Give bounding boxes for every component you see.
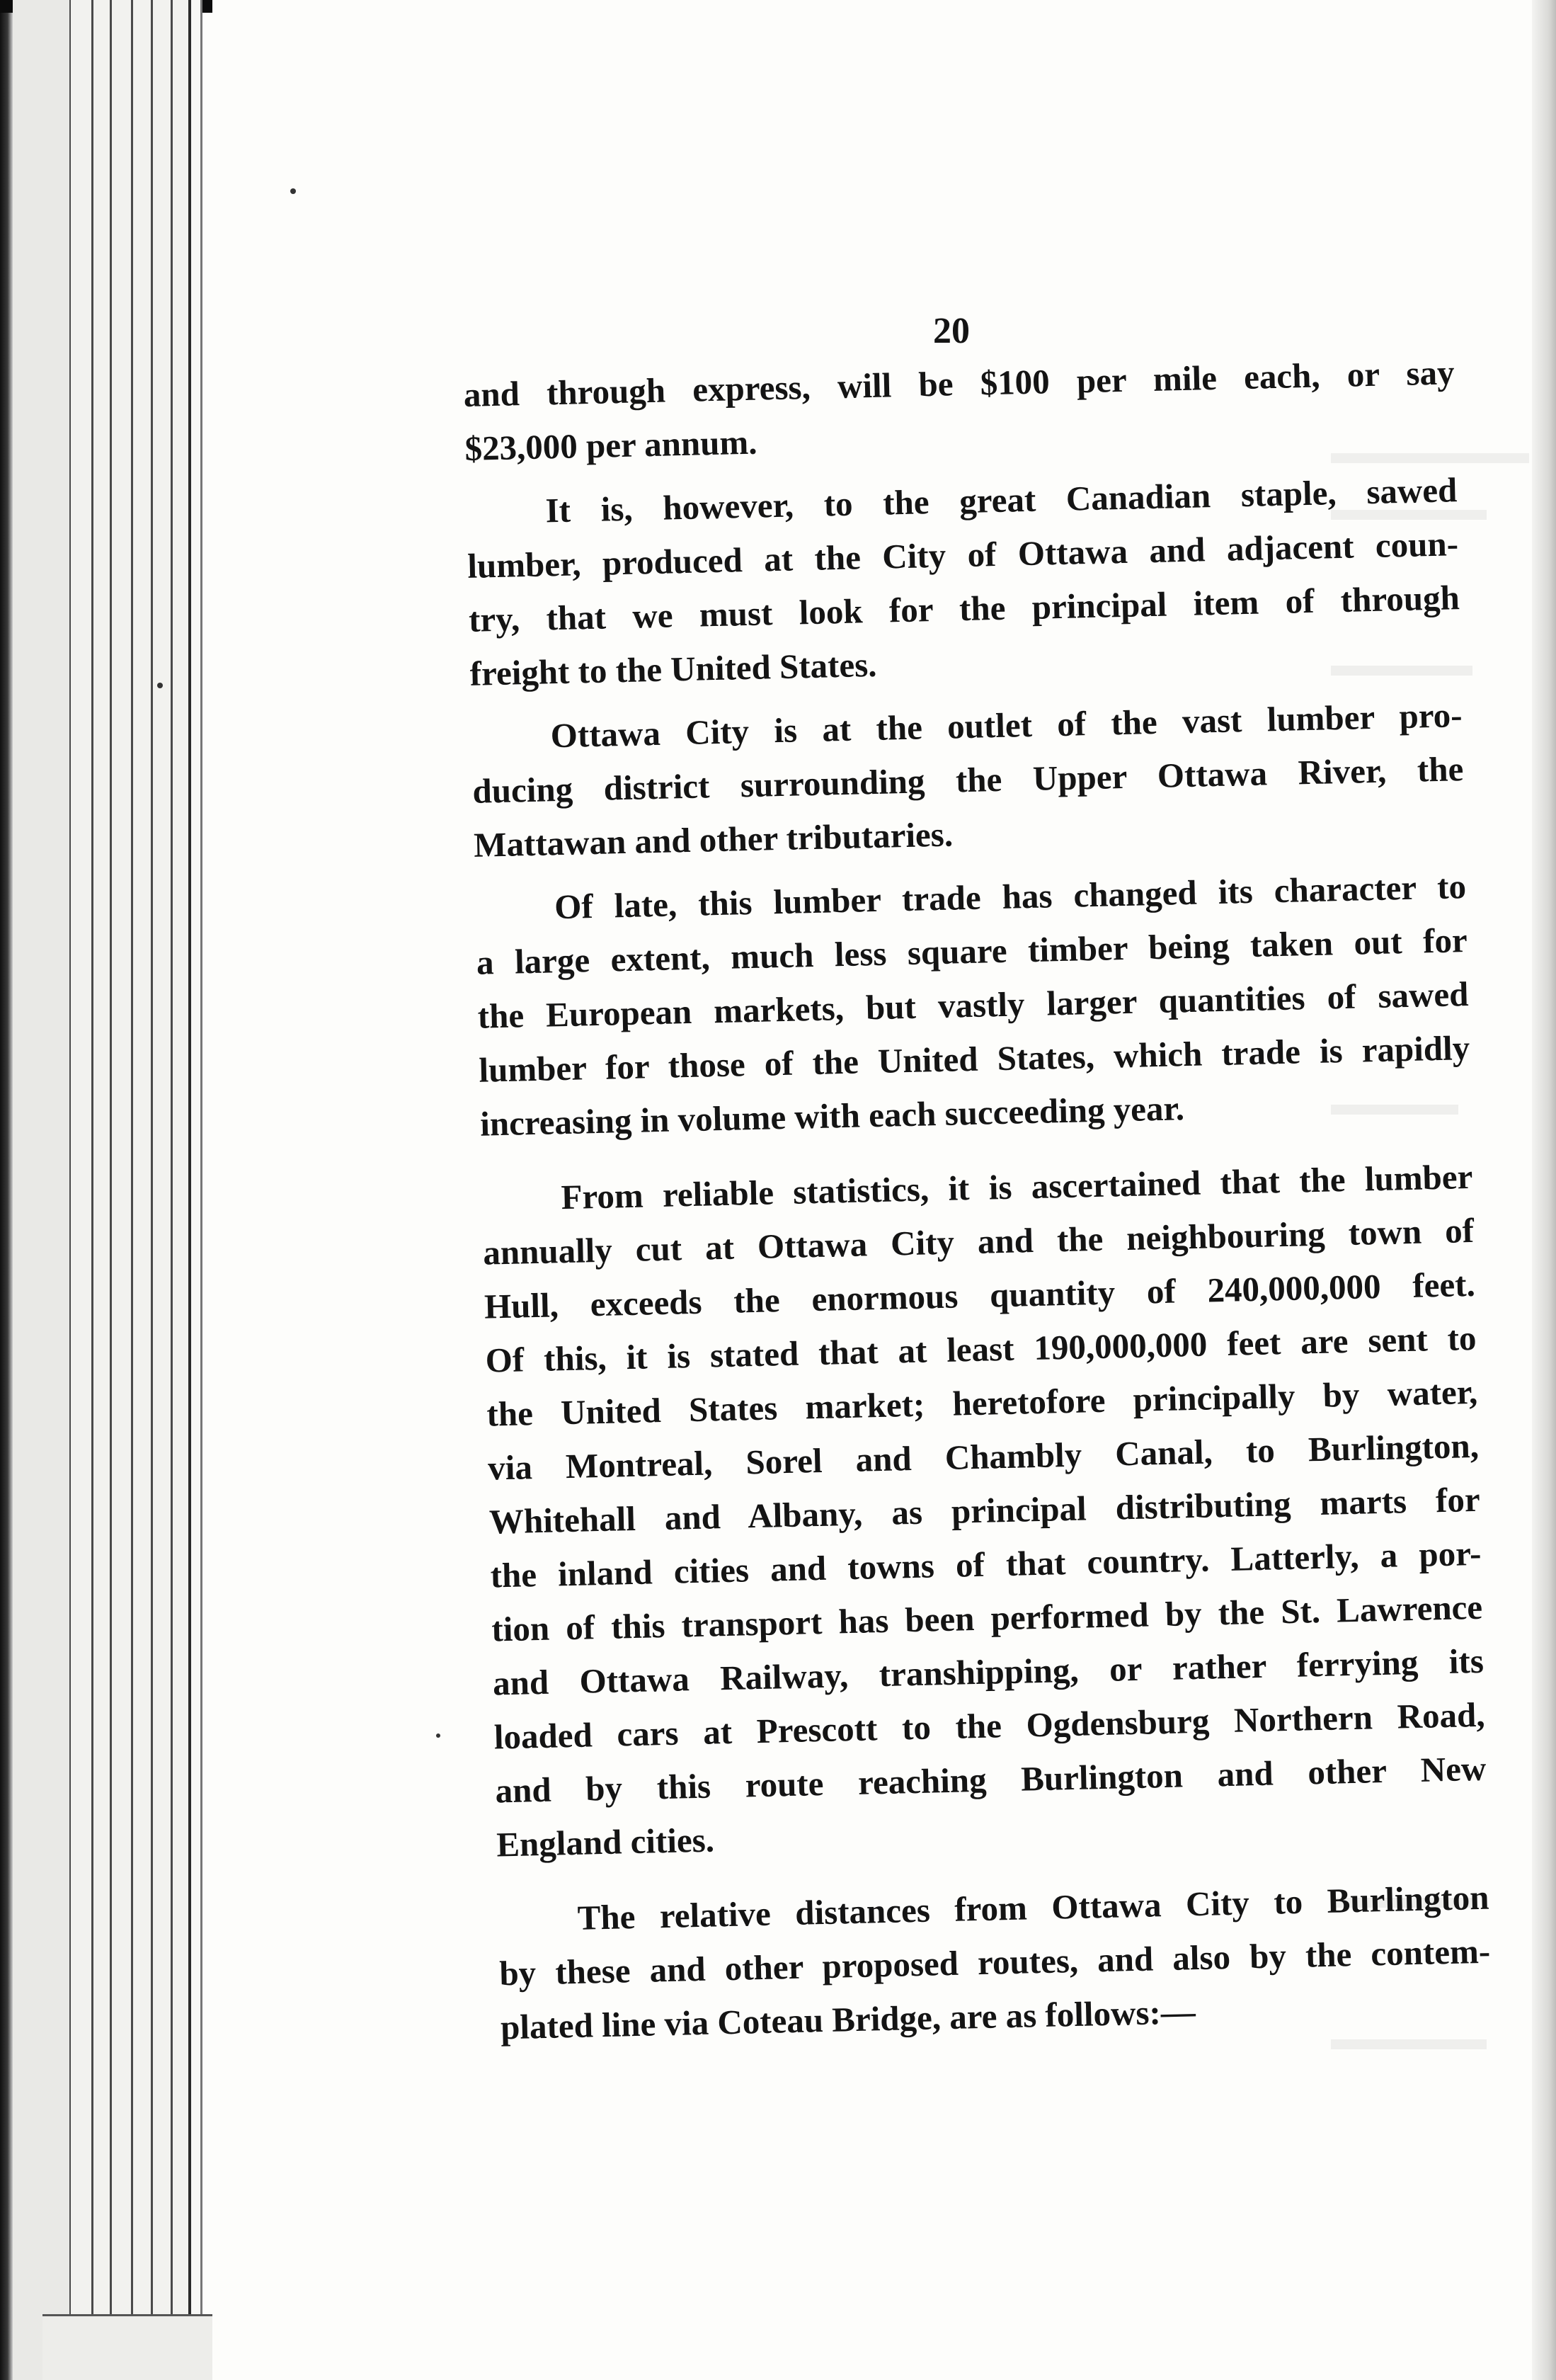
paragraph xyxy=(474,860,1471,1151)
paragraph xyxy=(498,1871,1492,2055)
page-edge xyxy=(173,0,191,2380)
text-line: annually cut at Ottawa City and the neighbouring town of xyxy=(482,1210,1475,1272)
text-line: lumber for those of the United States, which trade is rapidly xyxy=(478,1027,1470,1090)
ink-speck xyxy=(157,683,163,688)
page-edge-base xyxy=(42,2314,212,2380)
text-line: and through express, will be $100 per mile each, or say xyxy=(463,353,1455,414)
paragraph xyxy=(471,688,1465,872)
text-line: and Ottawa Railway, transhipping, or rather ferrying its xyxy=(492,1641,1485,1703)
text-line: the inland cities and towns of that country. Latterly, a por- xyxy=(490,1533,1482,1595)
text-line: Ottawa City is at the outlet of the vast lumber pro- xyxy=(550,695,1463,756)
text-line: England cities. xyxy=(496,1820,715,1864)
scan-border-left xyxy=(0,0,13,2380)
paragraph xyxy=(466,463,1462,701)
text-line: From reliable statistics, it is ascertained that the lumber xyxy=(560,1156,1473,1217)
text-line: ducing district surrounding the Upper Ottawa River, the xyxy=(471,749,1464,811)
page-edge xyxy=(13,0,71,2380)
page-edge xyxy=(71,0,93,2380)
text-line: plated line via Coteau Bridge, are as follows:— xyxy=(500,1992,1196,2047)
text-line: a large extent, much less square timber being taken out for xyxy=(476,921,1468,982)
text-line: Mattawan and other tributaries. xyxy=(473,814,954,865)
text-line: The relative distances from Ottawa City to Burlington xyxy=(577,1877,1489,1937)
page-number: 20 xyxy=(933,311,970,351)
text-line: Of this, it is stated that at least 190,000,000 feet are sent to xyxy=(485,1318,1477,1380)
text-line: the European markets, but vastly larger quantities of sawed xyxy=(477,974,1470,1036)
text-line: freight to the United States. xyxy=(469,644,878,693)
page-edge xyxy=(153,0,173,2380)
text-line: lumber, produced at the City of Ottawa and adjacent coun- xyxy=(467,524,1459,586)
ink-speck xyxy=(436,1733,440,1738)
page-edge xyxy=(93,0,112,2380)
text-line: try, that we must look for the principal item of through xyxy=(468,578,1460,639)
page-edge xyxy=(112,0,133,2380)
paragraph xyxy=(481,1150,1488,1872)
text-line: and by this route reaching Burlington and other New xyxy=(494,1748,1487,1811)
text-line: It is, however, to the great Canadian staple, sawed xyxy=(544,470,1458,530)
show-through-mark xyxy=(1331,2039,1487,2049)
text-line: by these and other proposed routes, and also by the contem- xyxy=(498,1931,1491,1993)
text-line: Whitehall and Albany, as principal distributing marts for xyxy=(488,1479,1481,1542)
page-edge xyxy=(133,0,153,2380)
text-line: Hull, exceeds the enormous quantity of 240,000,000 feet. xyxy=(484,1264,1476,1326)
text-line: tion of this transport has been performed by the St. Lawrence xyxy=(491,1587,1483,1649)
page-edge-right xyxy=(1532,0,1556,2380)
ink-speck xyxy=(290,188,296,194)
text-line: Of late, this lumber trade has changed its character to xyxy=(554,867,1467,927)
page-edge xyxy=(191,0,202,2380)
text-line: via Montreal, Sorel and Chambly Canal, to Burlington, xyxy=(487,1425,1480,1488)
body-text xyxy=(463,346,1492,2054)
text-line: $23,000 per annum. xyxy=(464,422,758,468)
text-line: the United States market; heretofore principally by water, xyxy=(486,1372,1478,1434)
text-line: increasing in volume with each succeeding year. xyxy=(479,1088,1185,1144)
text-line: loaded cars at Prescott to the Ogdensburg Northern Road, xyxy=(493,1695,1486,1757)
